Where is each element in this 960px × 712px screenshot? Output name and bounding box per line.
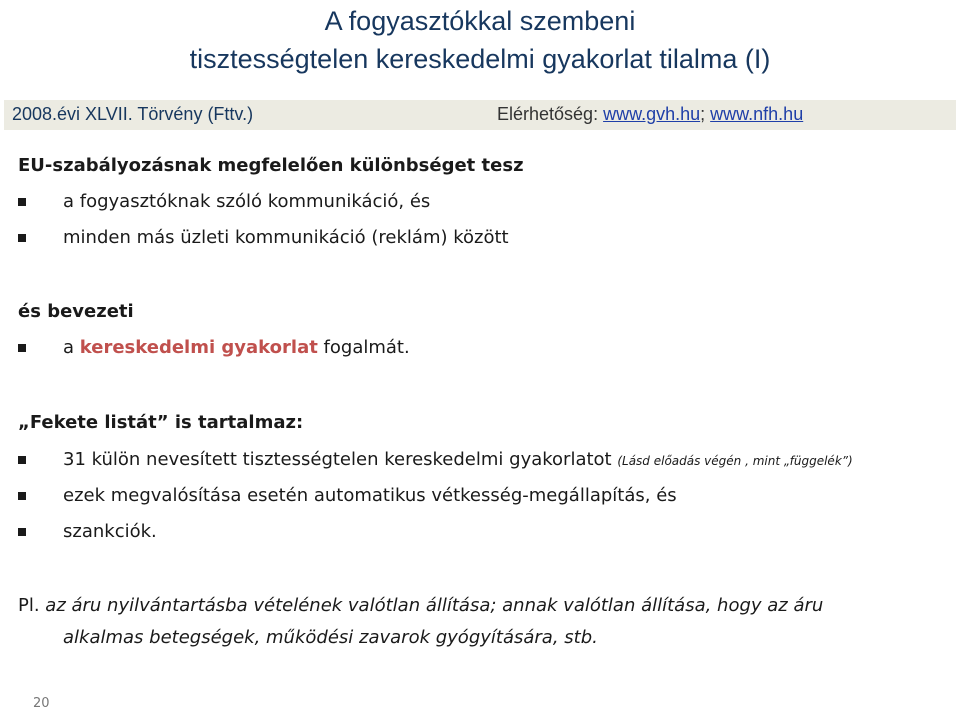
list-item: szankciók. [63, 521, 157, 542]
list-item [63, 448, 853, 473]
list-item: a fogyasztóknak szóló kommunikáció, és [63, 191, 431, 212]
highlight-term: kereskedelmi gyakorlat [79, 337, 318, 358]
slide-title [0, 2, 960, 78]
section1-heading: EU-szabályozásnak megfelelően különbséget tesz [18, 155, 524, 176]
link-separator: ; [700, 104, 711, 124]
list-item [63, 336, 410, 360]
list-item: minden más üzleti kommunikáció (reklám) között [63, 227, 509, 248]
title-line-2: tisztességtelen kereskedelmi gyakorlat tilalma (I) [189, 44, 771, 74]
item-suffix: fogalmát. [317, 337, 410, 358]
item-main-text: 31 külön nevesített tisztességtelen kereskedelmi gyakorlatot [63, 449, 618, 470]
availability-label: Elérhetőség: [497, 104, 604, 124]
section2-heading: és bevezeti [18, 301, 134, 322]
bullet-icon [18, 456, 26, 464]
list-item: ezek megvalósítása esetén automatikus vétkesség-megállapítás, és [63, 485, 677, 506]
availability-line [497, 104, 803, 125]
nfh-link[interactable]: www.nfh.hu [710, 104, 804, 124]
bullet-icon [18, 198, 26, 206]
bullet-icon [18, 492, 26, 500]
law-reference: 2008.évi XLVII. Törvény (Fttv.) [12, 104, 254, 124]
example-line-1 [18, 594, 823, 618]
page-number: 20 [33, 696, 50, 711]
example-text-1: az áru nyilvántartásba vételének valótlan állítása; annak valótlan állítása, hogy az áru [39, 595, 824, 616]
bullet-icon [18, 344, 26, 352]
bullet-icon [18, 234, 26, 242]
section3-heading: „Fekete listát” is tartalmaz: [18, 412, 304, 433]
item-prefix: a [63, 337, 80, 358]
title-line-1: A fogyasztókkal szembeni [324, 6, 636, 36]
example-prefix: Pl. [18, 595, 40, 616]
example-line-2: alkalmas betegségek, működési zavarok gyógyítására, stb. [63, 627, 598, 648]
appendix-note: (Lásd előadás végén , mint „függelék”) [617, 454, 853, 468]
bullet-icon [18, 528, 26, 536]
gvh-link[interactable]: www.gvh.hu [603, 104, 701, 124]
